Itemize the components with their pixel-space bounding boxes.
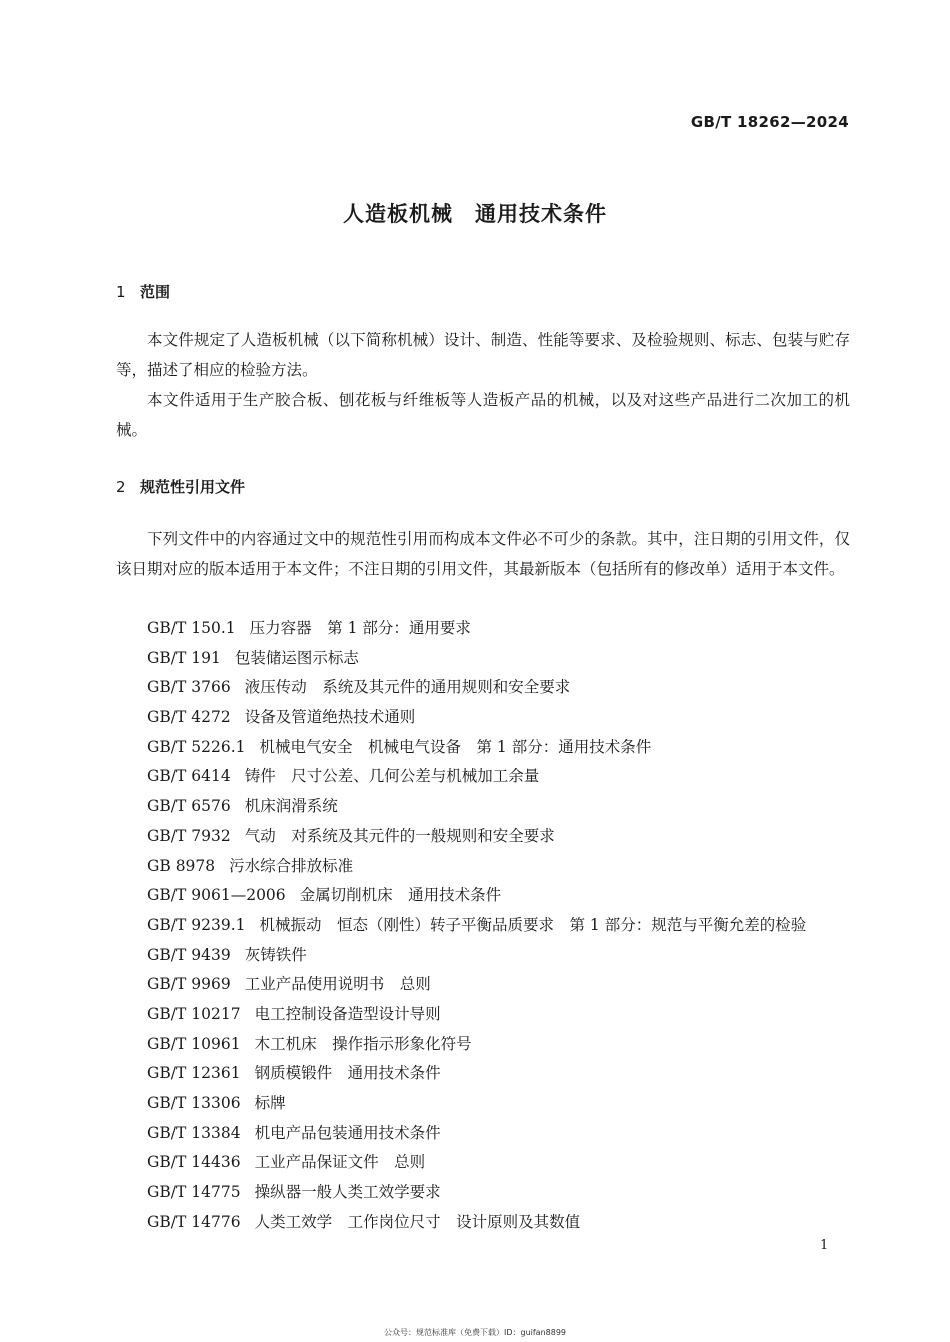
reference-item	[147, 1089, 806, 1119]
reference-title: 气动 对系统及其元件的一般规则和安全要求	[244, 826, 555, 845]
section-number: 2	[116, 478, 126, 496]
reference-code: GB/T 14776	[147, 1212, 241, 1231]
reference-item	[147, 1000, 806, 1030]
reference-item	[147, 703, 806, 733]
reference-item	[147, 1119, 806, 1149]
section-title: 规范性引用文件	[140, 478, 246, 496]
reference-code: GB/T 150.1	[147, 619, 236, 637]
reference-item	[147, 881, 806, 911]
reference-code: GB/T 5226.1	[147, 737, 246, 756]
reference-code: GB/T 9061—2006	[147, 886, 286, 905]
reference-code: GB/T 6576	[147, 797, 231, 816]
reference-title: 工业产品保证文件 总则	[254, 1153, 426, 1172]
reference-code: GB/T 12361	[147, 1064, 241, 1083]
document-title: 人造板机械 通用技术条件	[343, 202, 607, 226]
reference-title: 机床润滑系统	[244, 797, 338, 816]
reference-code: GB/T 7932	[147, 826, 231, 845]
reference-list	[147, 614, 806, 1237]
reference-code: GB/T 14436	[147, 1153, 241, 1172]
paragraph: 下列文件中的内容通过文中的规范性引用而构成本文件必不可少的条款。其中，注日期的引用文件，仅该日期对应的版本适用于本文件；不注日期的引用文件，其最新版本（包括所有的修改单）适用于本文件。	[116, 530, 850, 578]
reference-item	[147, 614, 806, 644]
reference-title: 钢质模锻件 通用技术条件	[254, 1064, 441, 1083]
reference-item	[147, 1178, 806, 1208]
reference-title: 机械振动 恒态（刚性）转子平衡品质要求 第 1 部分：规范与平衡允差的检验	[259, 915, 807, 934]
reference-title: 人类工效学 工作岗位尺寸 设计原则及其数值	[254, 1212, 581, 1231]
paragraph: 本文件规定了人造板机械（以下简称机械）设计、制造、性能等要求、及检验规则、标志、包装与贮存等，描述了相应的检验方法。	[116, 331, 850, 379]
paragraph: 本文件适用于生产胶合板、刨花板与纤维板等人造板产品的机械，以及对这些产品进行二次加工的机械。	[116, 391, 850, 439]
reference-item	[147, 1208, 806, 1238]
reference-title: 电工控制设备造型设计导则	[254, 1004, 441, 1023]
reference-title: 设备及管道绝热技术通则	[244, 708, 416, 727]
reference-title: 标牌	[254, 1094, 286, 1112]
page-number: 1	[820, 1238, 829, 1253]
reference-item	[147, 822, 806, 852]
reference-item	[147, 673, 806, 703]
section-heading-scope	[116, 281, 170, 302]
footer-note: 公众号：规范标准库（免费下载）ID：guifan8899	[383, 1328, 567, 1337]
reference-code: GB/T 6414	[147, 767, 231, 786]
reference-title: 包装储运图示标志	[234, 648, 359, 667]
reference-item	[147, 970, 806, 1000]
reference-title: 金属切削机床 通用技术条件	[299, 886, 502, 905]
reference-item	[147, 941, 806, 971]
reference-item	[147, 762, 806, 792]
section-title: 范围	[140, 283, 171, 301]
reference-item	[147, 733, 806, 763]
reference-title: 压力容器 第 1 部分：通用要求	[249, 619, 471, 637]
standard-number: GB/T 18262—2024	[690, 113, 849, 131]
reference-item	[147, 1030, 806, 1060]
reference-title: 污水综合排放标准	[229, 856, 354, 875]
reference-item	[147, 1059, 806, 1089]
reference-title: 机械电气安全 机械电气设备 第 1 部分：通用技术条件	[259, 737, 652, 756]
reference-code: GB/T 14775	[147, 1183, 241, 1202]
reference-title: 机电产品包装通用技术条件	[254, 1123, 441, 1142]
reference-item	[147, 644, 806, 674]
reference-item	[147, 1148, 806, 1178]
reference-code: GB/T 4272	[147, 708, 231, 727]
section-number: 1	[116, 283, 126, 301]
reference-code: GB/T 3766	[147, 678, 231, 697]
reference-title: 木工机床 操作指示形象化符号	[254, 1034, 472, 1053]
reference-item	[147, 792, 806, 822]
reference-code: GB/T 13306	[147, 1094, 241, 1112]
reference-code: GB/T 10961	[147, 1034, 241, 1053]
reference-code: GB/T 9239.1	[147, 915, 246, 934]
reference-code: GB 8978	[147, 856, 216, 875]
reference-code: GB/T 13384	[147, 1123, 241, 1142]
reference-code: GB/T 10217	[147, 1004, 241, 1023]
section-heading-normative-references	[116, 476, 245, 497]
reference-title: 操纵器一般人类工效学要求	[254, 1183, 441, 1202]
reference-code: GB/T 9969	[147, 975, 231, 994]
reference-item	[147, 911, 806, 941]
reference-title: 灰铸铁件	[244, 945, 307, 964]
reference-title: 铸件 尺寸公差、几何公差与机械加工余量	[244, 767, 540, 786]
reference-code: GB/T 191	[147, 648, 221, 667]
reference-item	[147, 852, 806, 882]
reference-title: 液压传动 系统及其元件的通用规则和安全要求	[244, 678, 571, 697]
reference-code: GB/T 9439	[147, 945, 231, 964]
reference-title: 工业产品使用说明书 总则	[244, 975, 431, 994]
